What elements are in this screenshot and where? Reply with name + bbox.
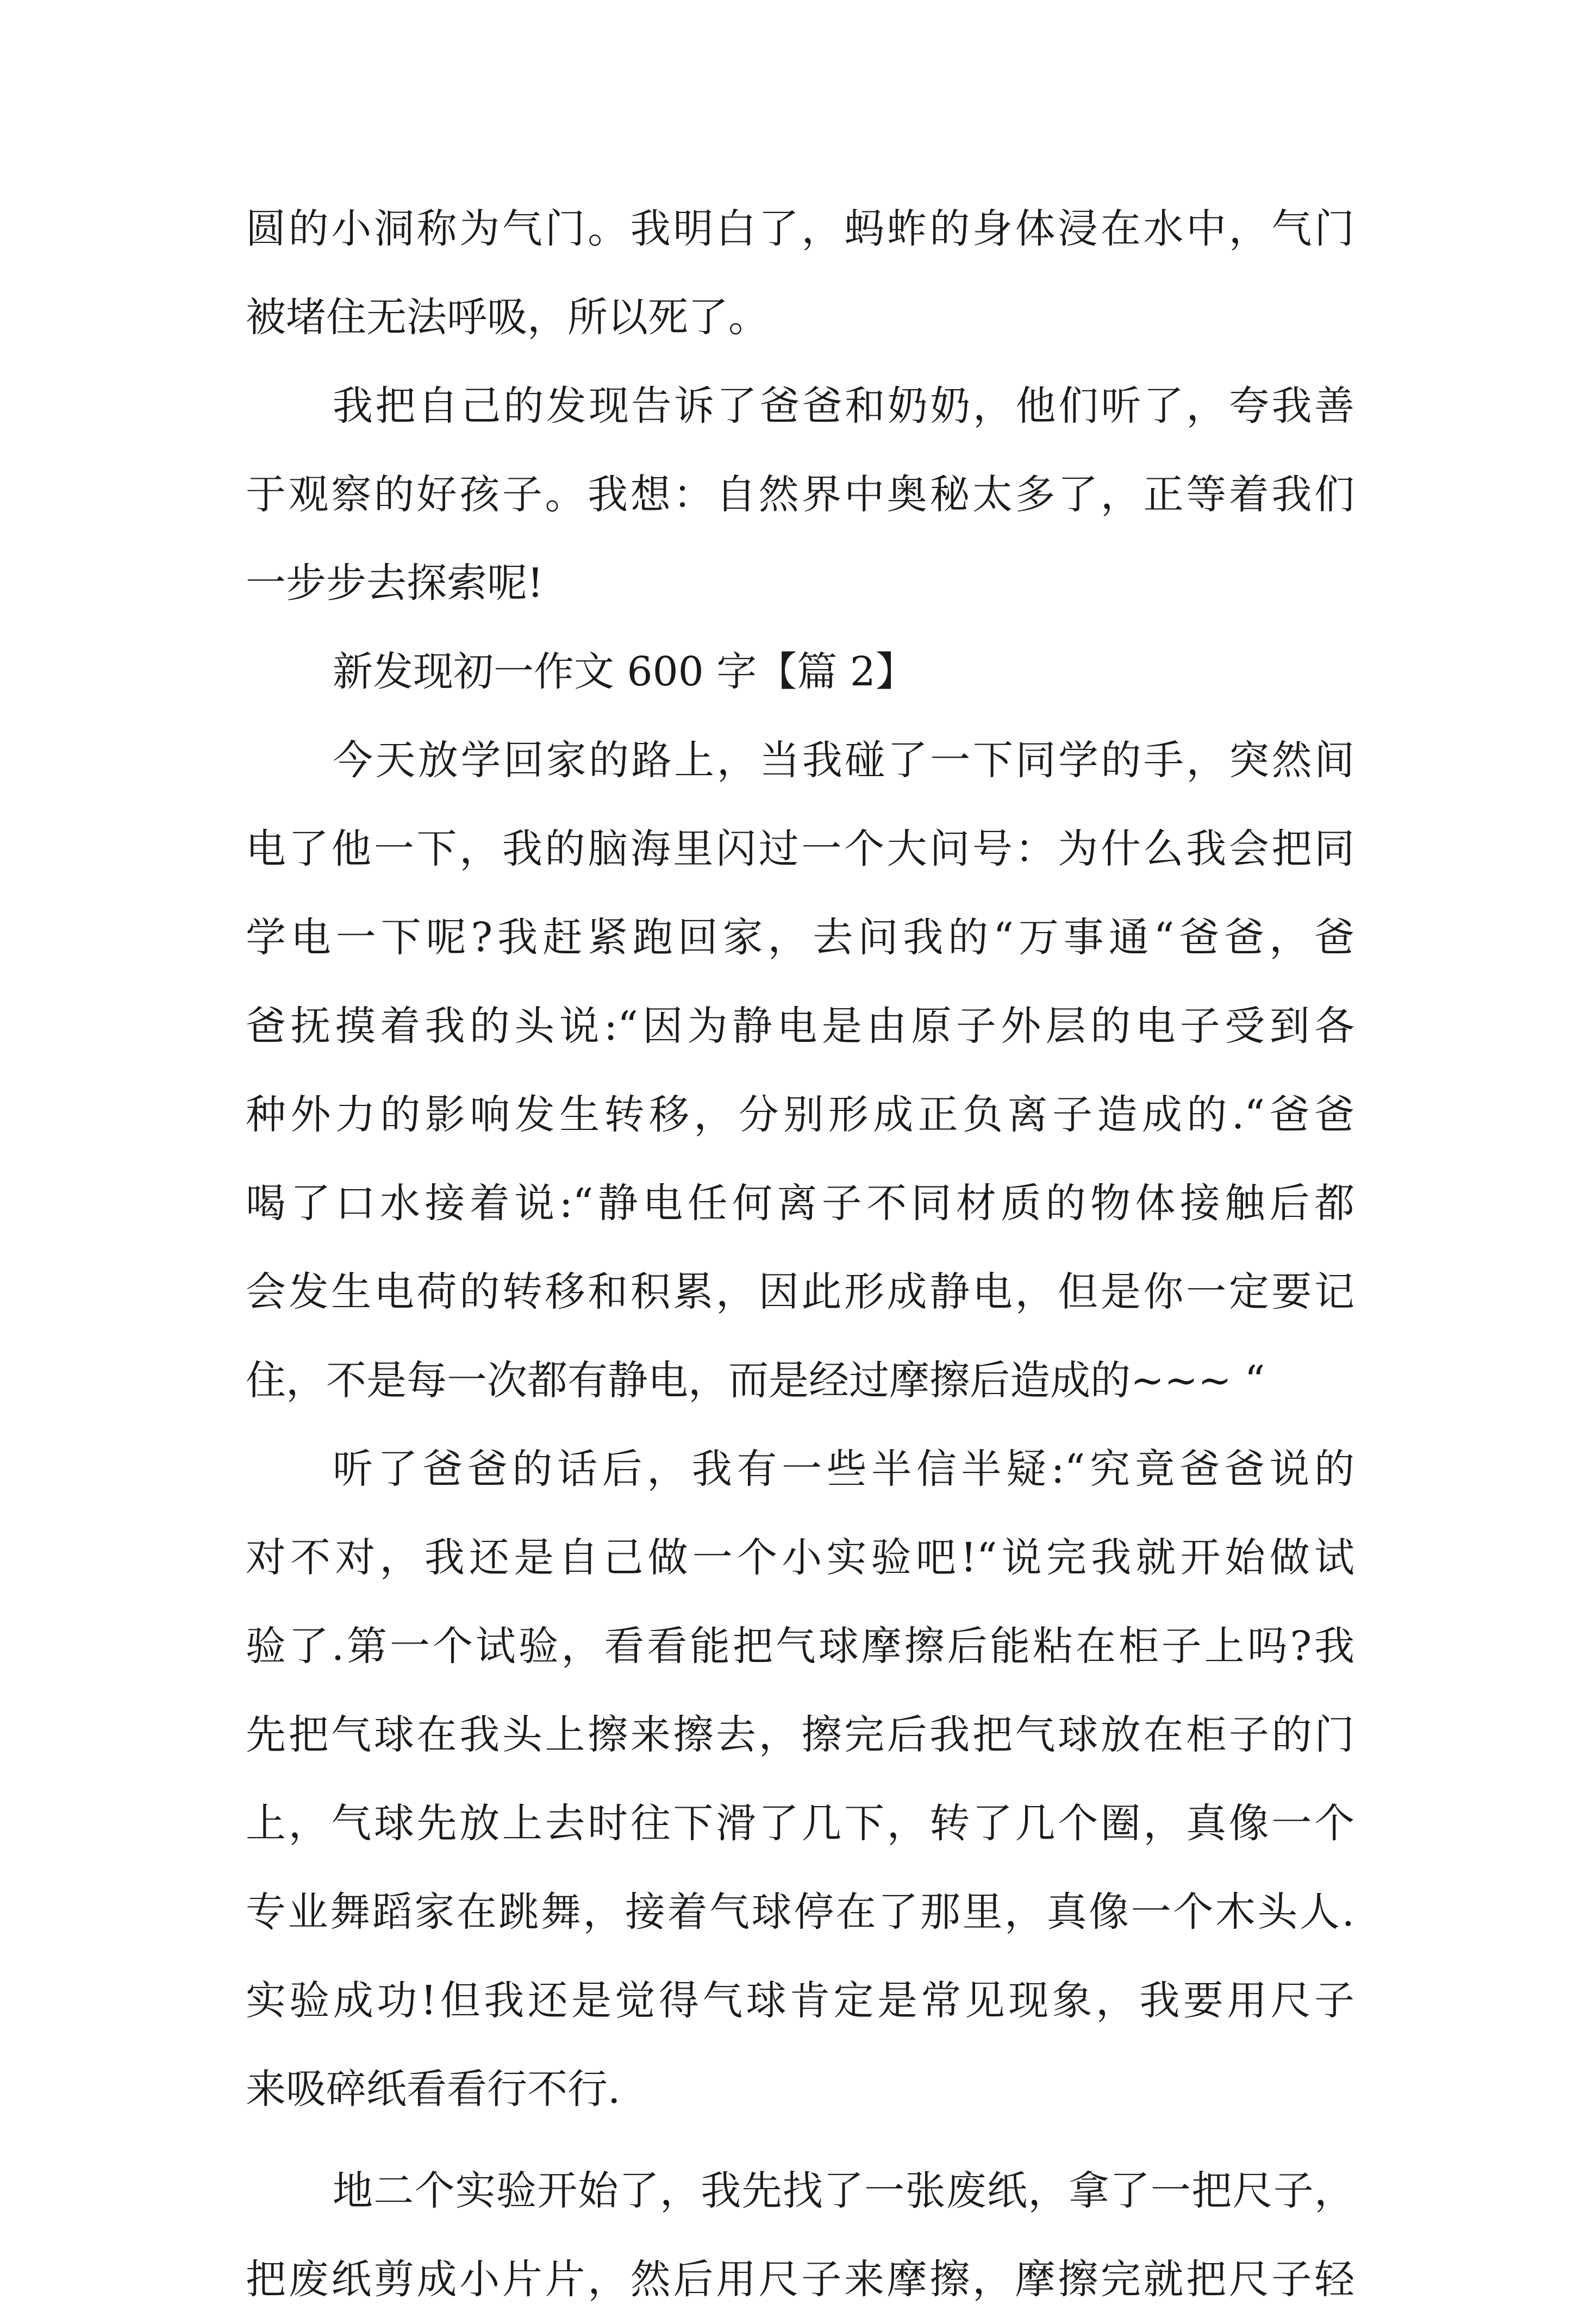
text-line: 对不对，我还是自己做一个小实验吧!“说完我就开始做试 [246, 1534, 1354, 1581]
text-line: 把废纸剪成小片片，然后用尺子来摩擦，摩擦完就把尺子轻 [246, 2256, 1354, 2303]
document-body [246, 185, 1354, 2324]
text-line: 地二个实验开始了，我先找了一张废纸，拿了一把尺子， [333, 2167, 1354, 2214]
text-line: 来吸碎纸看看行不行. [246, 2066, 621, 2113]
section-heading: 新发现初一作文 600 字【篇 2】 [333, 648, 916, 695]
text-line: 于观察的好孩子。我想：自然界中奥秘太多了，正等着我们 [246, 471, 1354, 518]
text-line: 上，气球先放上去时往下滑了几下，转了几个圈，真像一个 [246, 1800, 1354, 1847]
text-line: 圆的小洞称为气门。我明白了，蚂蚱的身体浸在水中，气门 [246, 205, 1354, 252]
text-line: 爸抚摸着我的头说:“因为静电是由原子外层的电子受到各 [246, 1003, 1354, 1049]
text-line: 会发生电荷的转移和积累，因此形成静电，但是你一定要记 [246, 1269, 1354, 1315]
text-line: 专业舞蹈家在跳舞，接着气球停在了那里，真像一个木头人. [246, 1889, 1354, 1935]
text-line: 种外力的影响发生转移，分别形成正负离子造成的.“爸爸 [246, 1091, 1354, 1138]
paragraph-gap [246, 2134, 1354, 2147]
text-line: 喝了口水接着说:“静电任何离子不同材质的物体接触后都 [246, 1180, 1354, 1227]
text-line: 听了爸爸的话后，我有一些半信半疑:“究竟爸爸说的 [333, 1446, 1354, 1492]
text-line: 验了.第一个试验，看看能把气球摩擦后能粘在柜子上吗?我 [246, 1623, 1354, 1670]
text-line: 住，不是每一次都有静电，而是经过摩擦后造成的~~~ “ [246, 1357, 1265, 1404]
text-line: 学电一下呢?我赶紧跑回家，去问我的“万事通“爸爸，爸 [246, 914, 1354, 961]
text-line: 先把气球在我头上擦来擦去，擦完后我把气球放在柜子的门 [246, 1711, 1354, 1758]
text-line: 实验成功!但我还是觉得气球肯定是常见现象，我要用尺子 [246, 1977, 1354, 2024]
text-line: 电了他一下，我的脑海里闪过一个大问号：为什么我会把同 [246, 826, 1354, 872]
text-line: 今天放学回家的路上，当我碰了一下同学的手，突然间 [333, 737, 1354, 784]
text-line: 我把自己的发现告诉了爸爸和奶奶，他们听了，夸我善 [333, 383, 1354, 429]
text-line: 被堵住无法呼吸，所以死了。 [246, 294, 769, 341]
text-line: 一步步去探索呢! [246, 560, 544, 607]
